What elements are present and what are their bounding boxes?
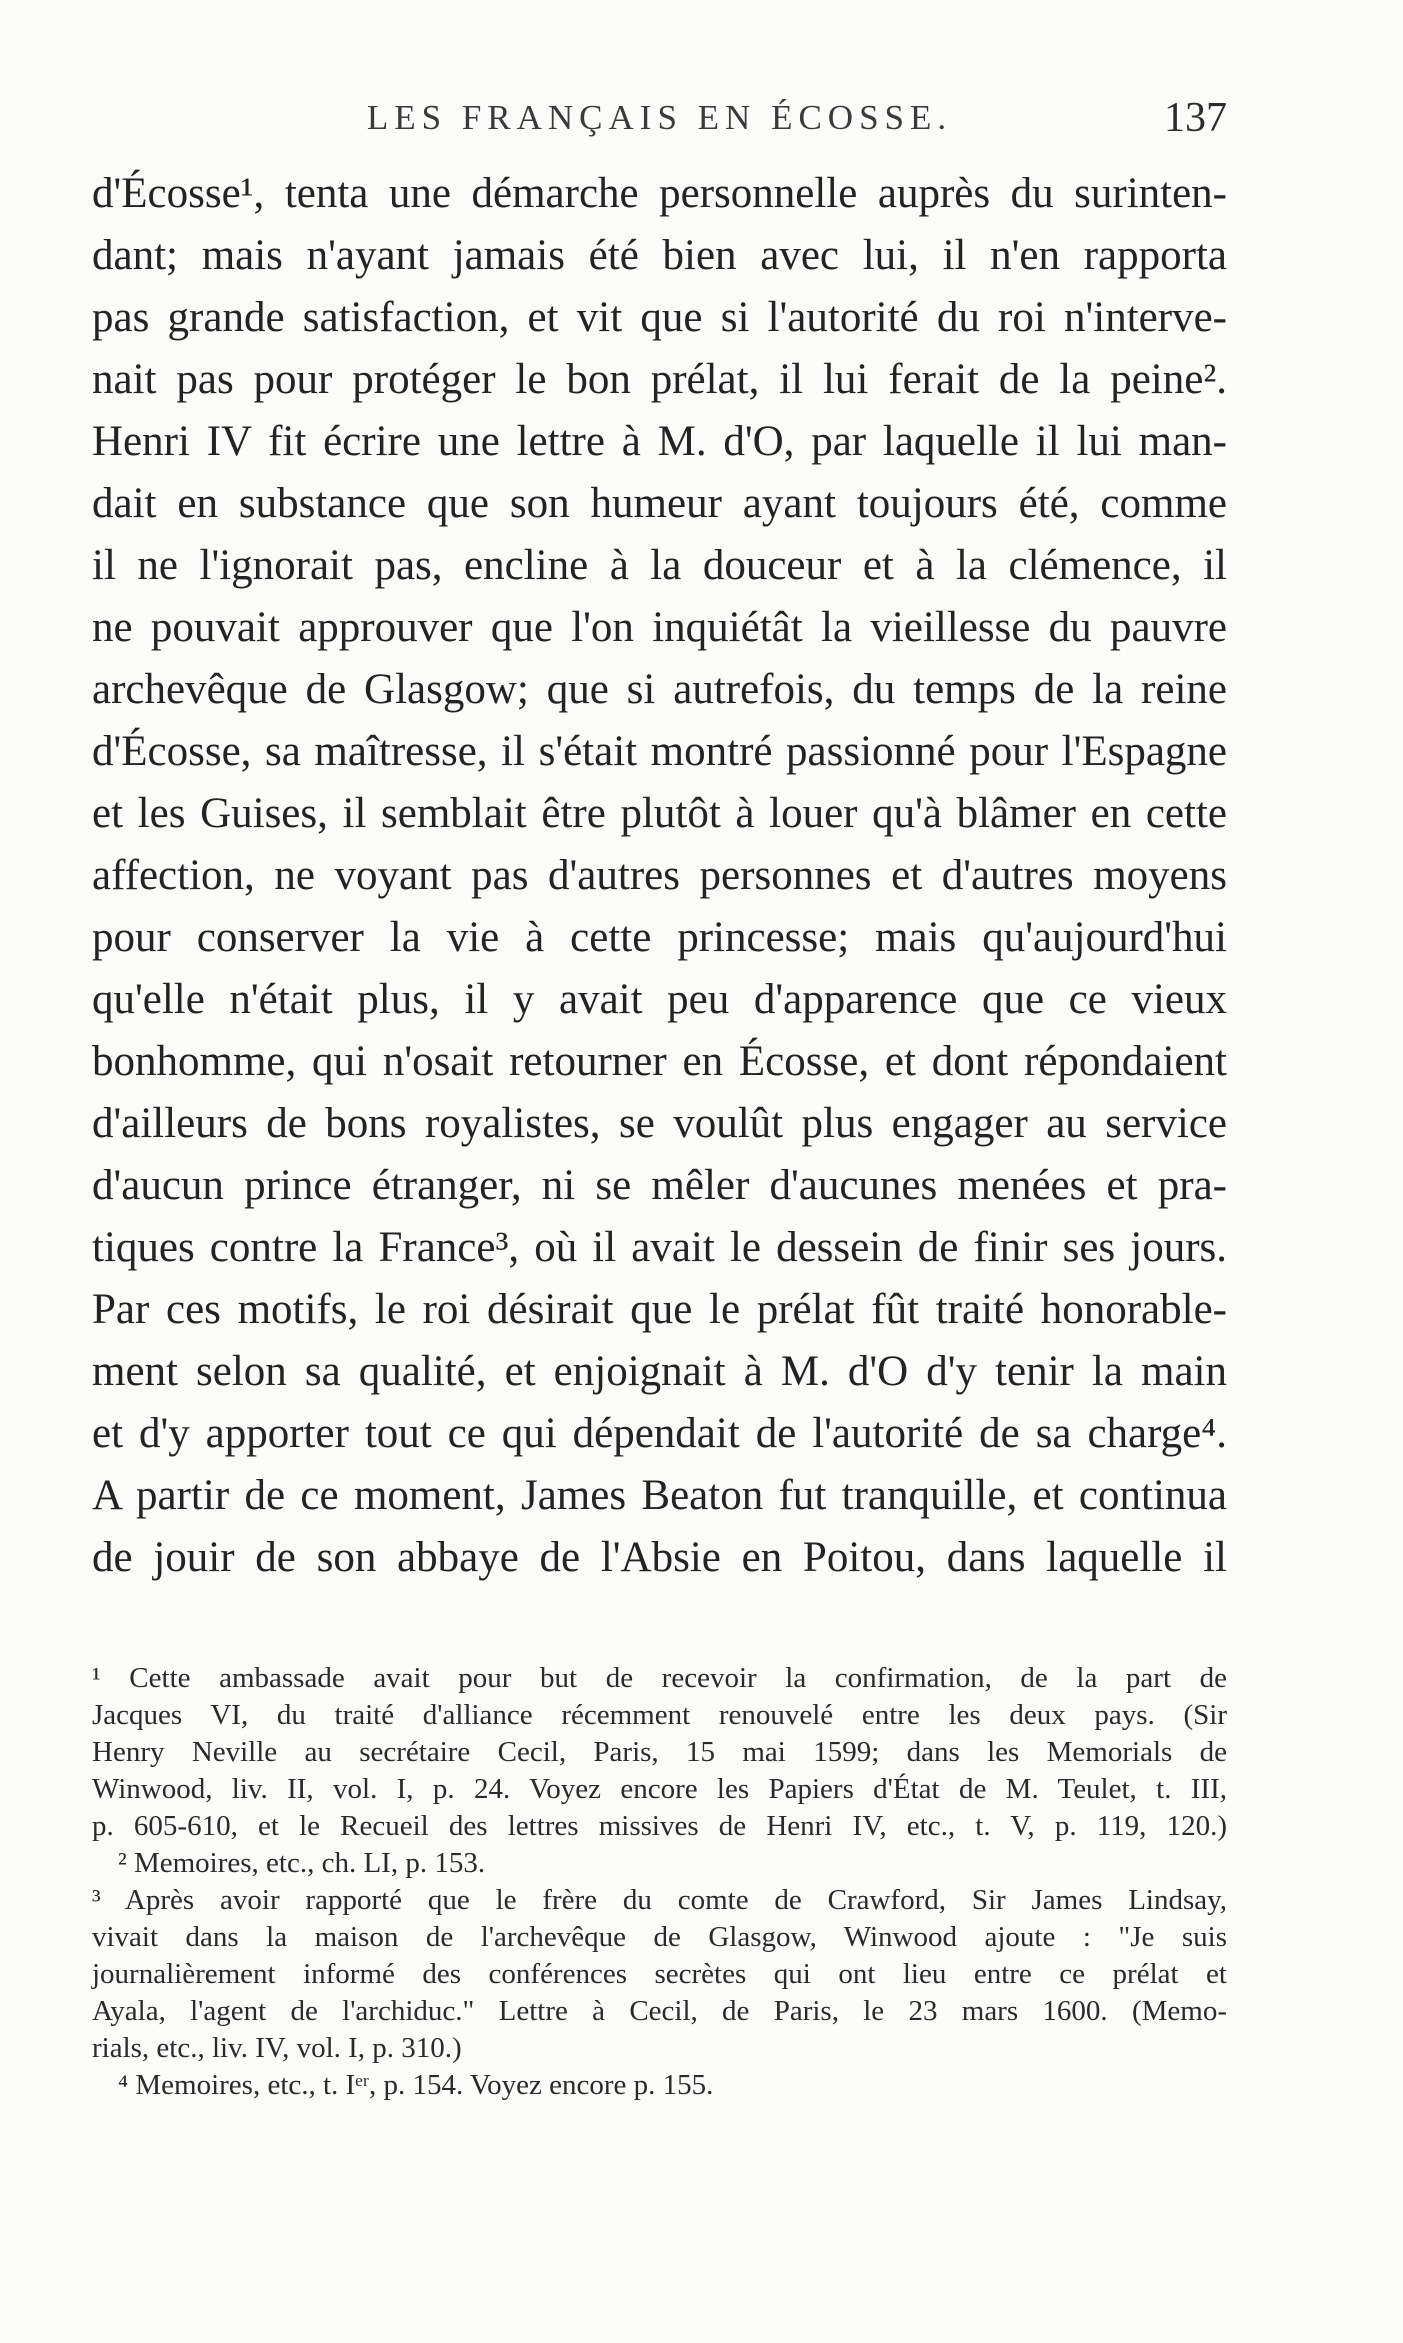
footnote-line: vivait dans la maison de l'archevêque de Glasgow, Winwood ajoute : "Je suis [92, 1921, 1227, 1953]
body-line: et les Guises, il semblait être plutôt à louer qu'à blâmer en cette [92, 790, 1227, 837]
page-number: 137 [1164, 95, 1227, 141]
body-line: bonhomme, qui n'osait retourner en Écosse, et dont répondaient [92, 1038, 1227, 1085]
body-line: ne pouvait approuver que l'on inquiétât la vieillesse du pauvre [92, 604, 1227, 651]
body-line: dait en substance que son humeur ayant toujours été, comme [92, 480, 1227, 527]
body-line: d'ailleurs de bons royalistes, se voulût plus engager au service [92, 1100, 1227, 1147]
footnote-line: ⁴ Memoires, etc., t. Iᵉʳ, p. 154. Voyez encore p. 155. [118, 2069, 714, 2101]
footnote-line: ¹ Cette ambassade avait pour but de recevoir la confirmation, de la part de [92, 1662, 1227, 1694]
body-line: qu'elle n'était plus, il y avait peu d'apparence que ce vieux [92, 976, 1227, 1023]
body-line: d'aucun prince étranger, ni se mêler d'aucunes menées et pra- [92, 1162, 1227, 1209]
footnote-line: Henry Neville au secrétaire Cecil, Paris, 15 mai 1599; dans les Memorials de [92, 1736, 1227, 1768]
body-line: dant; mais n'ayant jamais été bien avec lui, il n'en rapporta [92, 232, 1227, 279]
footnote-line: ² Memoires, etc., ch. LI, p. 153. [118, 1847, 486, 1879]
body-line: de jouir de son abbaye de l'Absie en Poitou, dans laquelle il [92, 1534, 1227, 1581]
body-line: Henri IV fit écrire une lettre à M. d'O, par laquelle il lui man- [92, 418, 1227, 465]
footnote-line: ³ Après avoir rapporté que le frère du comte de Crawford, Sir James Lindsay, [92, 1884, 1227, 1916]
footnote-line: Jacques VI, du traité d'alliance récemment renouvelé entre les deux pays. (Sir [92, 1699, 1227, 1731]
running-title: LES FRANÇAIS EN ÉCOSSE. [366, 98, 953, 137]
body-line: nait pas pour protéger le bon prélat, il lui ferait de la peine². [92, 356, 1227, 403]
body-line: et d'y apporter tout ce qui dépendait de l'autorité de sa charge⁴. [92, 1410, 1227, 1457]
body-line: A partir de ce moment, James Beaton fut tranquille, et continua [92, 1472, 1227, 1519]
body-line: d'Écosse, sa maîtresse, il s'était montré passionné pour l'Espagne [92, 728, 1227, 775]
body-line: pour conserver la vie à cette princesse; mais qu'aujourd'hui [92, 914, 1227, 961]
footnote-line: p. 605-610, et le Recueil des lettres missives de Henri IV, etc., t. V, p. 119, 120.) [92, 1810, 1227, 1842]
body-line: tiques contre la France³, où il avait le dessein de finir ses jours. [92, 1224, 1227, 1271]
body-line: ment selon sa qualité, et enjoignait à M. d'O d'y tenir la main [92, 1348, 1227, 1395]
page-header [92, 95, 1227, 148]
footnotes [92, 1660, 1227, 2104]
body-line: Par ces motifs, le roi désirait que le prélat fût traité honorable- [92, 1286, 1227, 1333]
body-text [92, 163, 1227, 1589]
body-line: il ne l'ignorait pas, encline à la douceur et à la clémence, il [92, 542, 1227, 589]
body-line: pas grande satisfaction, et vit que si l'autorité du roi n'interve- [92, 294, 1227, 341]
body-line: d'Écosse¹, tenta une démarche personnelle auprès du surinten- [92, 170, 1227, 217]
footnote-line: Winwood, liv. II, vol. I, p. 24. Voyez encore les Papiers d'État de M. Teulet, t. III, [92, 1773, 1227, 1805]
body-line: archevêque de Glasgow; que si autrefois, du temps de la reine [92, 666, 1227, 713]
footnote-line: Ayala, l'agent de l'archiduc." Lettre à Cecil, de Paris, le 23 mars 1600. (Memo- [92, 1995, 1227, 2027]
body-line: affection, ne voyant pas d'autres personnes et d'autres moyens [92, 852, 1227, 899]
footnote-line: journalièrement informé des conférences secrètes qui ont lieu entre ce prélat et [92, 1958, 1227, 1990]
footnote-line: rials, etc., liv. IV, vol. I, p. 310.) [92, 2032, 462, 2064]
